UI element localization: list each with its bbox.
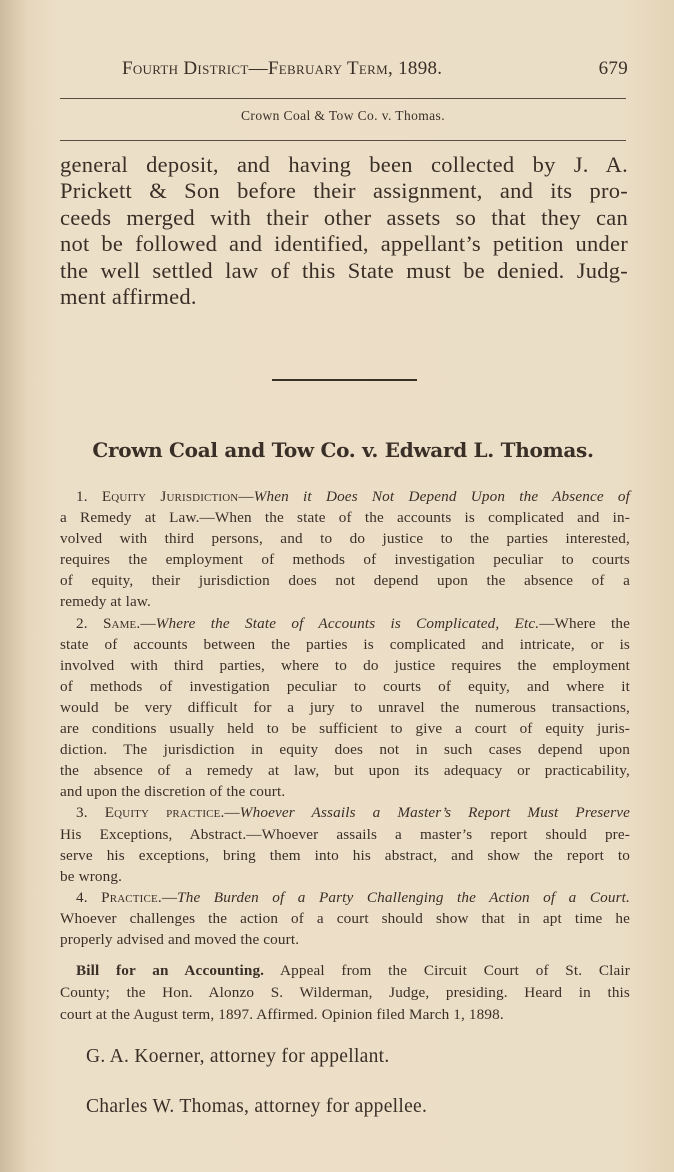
procedural-history [60,960,630,1026]
header-rule [60,98,626,99]
headnote-line: properly advised and moved the court. [60,930,300,948]
headnotes [60,486,630,950]
headnote-3-first-line: 3. Equity practice.—Whoever Assails a Master’s Report Must Preserve [76,804,631,822]
headnote-line: His Exceptions, Abstract.—Whoever assails a master’s report should pre- [60,825,630,843]
headnote-topic: Equity practice.— [104,804,240,822]
bill-for-accounting: Bill for an Accounting. [76,962,265,979]
counsel-appellant: G. A. Koerner, attorney for appellant. [86,1046,390,1067]
headnote-2-first-line: 2. Same.—Where the State of Accounts is Complicated, Etc.—Where the [76,614,631,632]
opening-line: ment affirmed. [60,284,197,310]
headnote-line: volved with third persons, and to do justice to the parties interested, [60,530,630,548]
headnote-line: would be very difficult for a jury to unravel the numerous transactions, [60,698,630,716]
headnote-line: be wrong. [60,867,123,885]
headnote-line: remedy at law. [60,593,151,611]
headnote-line: involved with third parties, where to do justice requires the employment [60,656,630,674]
headnote-line: state of accounts between the parties is complicated and intricate, or is [60,635,630,653]
headnote-topic: Same.— [102,614,156,632]
opening-line: not be followed and identified, appellant’s petition under [60,231,628,257]
opening-paragraph [60,152,628,310]
page-number: 679 [598,58,628,79]
procedure-line: County; the Hon. Alonzo S. Wilderman, Judge, presiding. Heard in this [60,984,630,1001]
opening-line: ceeds merged with their other assets so that they can [60,204,628,230]
header-rule-lower [60,140,626,141]
headnote-line: and upon the discretion of the court. [60,783,286,801]
headnote-line: requires the employment of methods of investigation peculiar to courts [60,551,630,569]
headnote-line: the absence of a remedy at law, but upon its adequacy or practicability, [60,762,630,780]
counsel-appellee: Charles W. Thomas, attorney for appellee. [86,1096,428,1117]
running-head-title: Fourth District—February Term, 1898. [122,58,443,79]
headnote-line: a Remedy at Law.—When the state of the accounts is complicated and in- [60,509,630,527]
headnote-topic: Equity Jurisdiction— [101,488,254,505]
opening-line: general deposit, and having been collected by J. A. [60,152,628,177]
headnote-1-first-line: 1. Equity Jurisdiction—When it Does Not Depend Upon the Absence of [76,488,631,505]
headnote-topic: Practice.— [101,888,178,906]
headnote-line: of equity, their jurisdiction does not depend upon the absence of a [60,572,630,590]
running-head [122,58,628,80]
opening-line: Prickett & Son before their assignment, and its pro- [60,178,628,204]
case-running-title: Crown Coal & Tow Co. v. Thomas. [241,108,445,123]
procedure-line: court at the August term, 1897. Affirmed. Opinion filed March 1, 1898. [60,1006,504,1023]
headnote-line: serve his exceptions, bring them into his abstract, and show the report to [60,846,630,864]
headnote-line: diction. The jurisdiction in equity does not in such cases depend upon [60,741,630,759]
opening-line: the well settled law of this State must be denied. Judg- [60,257,628,283]
procedure-first-line: Bill for an Accounting. Appeal from the Circuit Court of St. Clair [76,962,630,979]
headnote-4-first-line: 4. Practice.—The Burden of a Party Challenging the Action of a Court. [76,888,630,906]
headnote-line: of methods of investigation peculiar to courts of equity, and where it [60,677,630,695]
case-title: Crown Coal and Tow Co. v. Edward L. Thomas. [92,438,594,462]
section-separator [272,379,417,381]
headnote-line: are conditions usually held to be sufficient to give a court of equity juris- [60,720,630,738]
headnote-line: Whoever challenges the action of a court should show that in apt time he [60,909,630,927]
